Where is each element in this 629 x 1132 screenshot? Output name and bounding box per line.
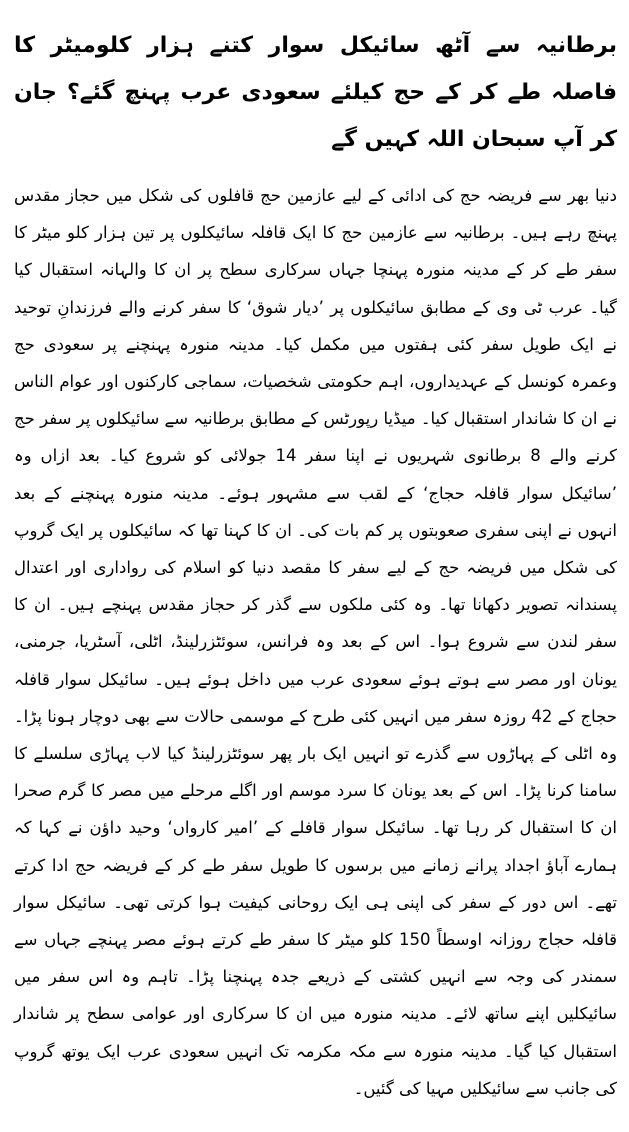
article-title: برطانیہ سے آٹھ سائیکل سوار کتنے ہزار کلومیٹر کا فاصلہ طے کر کے حج کیلئے سعودی عرب پہنچ گئے؟ جان کر آپ سبحان اللہ کہیں گے: [14, 33, 617, 152]
article-body: دنیا بھر سے فریضہ حج کی ادائی کے لیے عازمین حج قافلوں کی شکل میں حجاز مقدس پہنچ رہے ہیں۔ برطانیہ سے عازمین حج کا ایک قافلہ سائیکلوں پر تین ہزار کلو میٹر کا سفر طے کر کے مدینہ منورہ پہنچا جہاں سرکاری سطح پر ان کا والہانہ استقبال کیا گیا۔ عرب ٹی وی کے مطابق سائیکلوں پر ’دیار شوق‘ کا سفر کرنے والے فرزندانِ توحید نے ایک طویل سفر کئی ہفتوں میں مکمل کیا۔ مدینہ منورہ پہنچنے پر سعودی حج وعمرہ کونسل کے عہدیداروں، اہم حکومتی شخصیات، سماجی کارکنوں اور عوام الناس نے ان کا شاندار استقبال کیا۔ میڈیا رپورٹس کے مطابق برطانیہ سے سائیکلوں پر سفر حج کرنے والے 8 برطانوی شہریوں نے اپنا سفر 14 جولائی کو شروع کیا۔ بعد ازاں وہ ’سائیکل سوار قافلہ حجاج‘ کے لقب سے مشہور ہوئے۔ مدینہ منورہ پہنچنے کے بعد انہوں نے اپنی سفری صعوبتوں پر کم بات کی۔ ان کا کہنا تھا کہ سائیکلوں پر ایک گروپ کی شکل میں فریضہ حج کے لیے سفر کا مقصد دنیا کو اسلام کی رواداری اور اعتدال پسندانہ تصویر دکھانا تھا۔ وہ کئی ملکوں سے گذر کر حجاز مقدس پہنچے ہیں۔ ان کا سفر لندن سے شروع ہوا۔ اس کے بعد وہ فرانس، سوئٹزرلینڈ، اٹلی، آسٹریا، جرمنی، یونان اور مصر سے ہوتے ہوئے سعودی عرب میں داخل ہوئے ہیں۔ سائیکل سوار قافلہ حجاج کے 42 روزہ سفر میں انہیں کئی طرح کے موسمی حالات سے بھی دوچار ہونا پڑا۔ وہ اٹلی کے پہاڑوں سے گذرے تو انہیں ایک بار پھر سوئٹزرلینڈ کیا لاب پہاڑی سلسلے کا سامنا کرنا پڑا۔ اس کے بعد یونان کا سرد موسم اور اگلے مرحلے میں مصر کا گرم صحرا ان کا استقبال کر رہا تھا۔ سائیکل سوار قافلے کے ’امیر کارواں‘ وحید داؤن نے کہا کہ ہمارے آباؤ اجداد پرانے زمانے میں برسوں کا طویل سفر طے کر کے فریضہ حج ادا کرتے تھے۔ اس دور کے سفر کی اپنی ہی ایک روحانی کیفیت ہوا کرتی تھی۔ سائیکل سوار قافلہ حجاج روزانہ اوسطاً 150 کلو میٹر کا سفر طے کرتے ہوئے مصر پہنچے جہاں سے سمندر کی وجہ سے انہیں کشتی کے ذریعے جدہ پہنچنا پڑا۔ تاہم وہ اس سفر میں سائیکلیں اپنے ساتھ لائے۔ مدینہ منورہ میں ان کا سرکاری اور عوامی سطح پر شاندار استقبال کیا گیا۔ مدینہ منورہ سے مکہ مکرمہ تک انہیں سعودی عرب ایک یوتھ گروپ کی جانب سے سائیکلیں مہیا کی گئیں۔: [14, 186, 618, 1098]
